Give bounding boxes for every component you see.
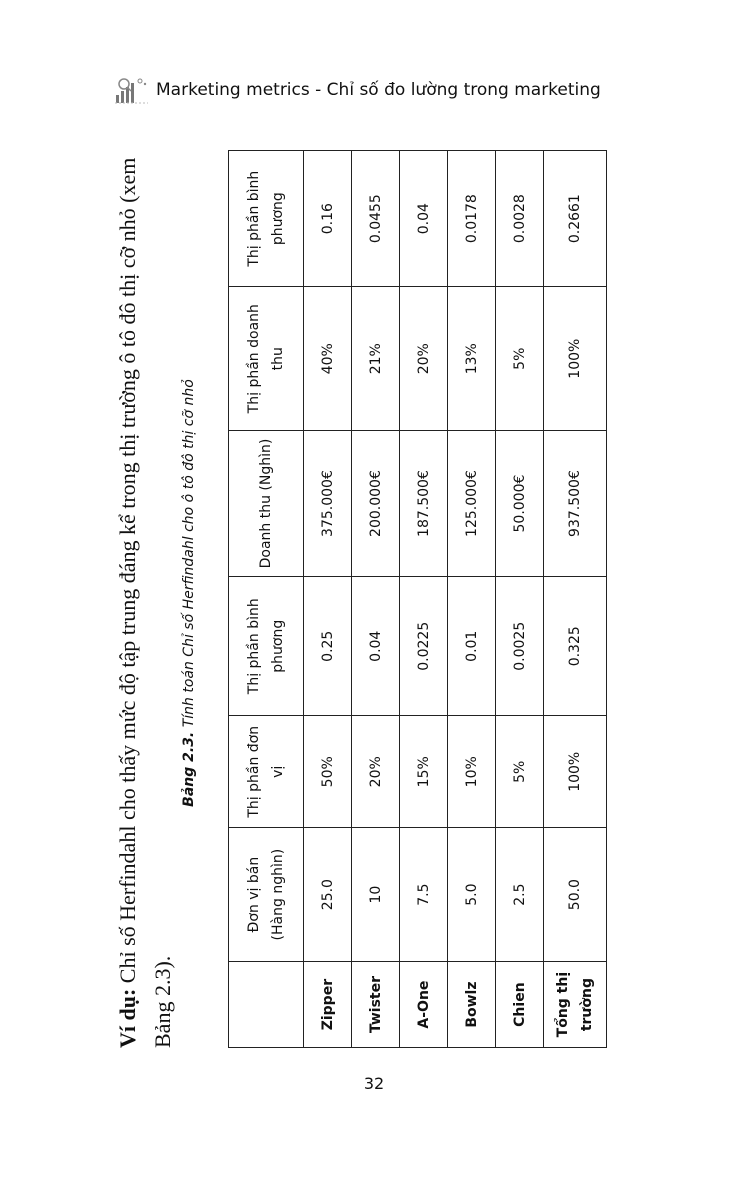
- table-cell: 40%: [304, 287, 352, 431]
- table-cell: 100%: [544, 716, 607, 828]
- header-cell: Thị phần đơn vị: [229, 716, 304, 828]
- table-cell: 0.0028: [496, 151, 544, 287]
- rotated-content: [110, 128, 650, 1048]
- table-total-row: [544, 151, 607, 1048]
- table-cell: 10%: [448, 716, 496, 828]
- table-cell: 0.16: [304, 151, 352, 287]
- page-number: 32: [363, 1074, 385, 1093]
- table-cell: 5.0: [448, 828, 496, 962]
- page-header: [114, 70, 601, 110]
- table-cell: 2.5: [496, 828, 544, 962]
- header-cell: Thị phần bình phương: [229, 151, 304, 287]
- herfindahl-table: [228, 150, 607, 1048]
- table-cell: 10: [352, 828, 400, 962]
- table-cell: 0.325: [544, 577, 607, 716]
- table-cell: 0.04: [352, 577, 400, 716]
- table-cell: 375.000€: [304, 431, 352, 577]
- table-cell: 0.04: [400, 151, 448, 287]
- table-cell: 20%: [400, 287, 448, 431]
- table-cell: 937.500€: [544, 431, 607, 577]
- header-cell: Thị phần bình phương: [229, 577, 304, 716]
- table-cell: 5%: [496, 287, 544, 431]
- table-cell: 50.0: [544, 828, 607, 962]
- row-label: Bowlz: [448, 962, 496, 1048]
- table-row: [448, 151, 496, 1048]
- table-cell: 0.0025: [496, 577, 544, 716]
- table-cell: 100%: [544, 287, 607, 431]
- header-cell: Thị phần doanh thu: [229, 287, 304, 431]
- example-label: Ví dụ:: [115, 988, 140, 1048]
- table-row: [400, 151, 448, 1048]
- row-label: Chien: [496, 962, 544, 1048]
- header-cell: Đơn vị bán (Hàng nghìn): [229, 828, 304, 962]
- row-label: Twister: [352, 962, 400, 1048]
- caption-label: Bảng 2.3.: [181, 731, 197, 807]
- row-label: Tổng thị trường: [544, 962, 607, 1048]
- table-row: [304, 151, 352, 1048]
- example-paragraph: [110, 138, 180, 1048]
- example-text: Chỉ số Herfindahl cho thấy mức độ tập trung đáng kể trong thị trường ô tô đô thị cỡ nhỏ (xem Bảng 2.3).: [115, 157, 175, 1048]
- table-cell: 50%: [304, 716, 352, 828]
- table-cell: 0.01: [448, 577, 496, 716]
- caption-text: Tính toán Chỉ số Herfindahl cho ô tô đô thị cỡ nhỏ: [181, 379, 197, 732]
- bar-chart-magnifier-icon: [114, 75, 150, 105]
- table-cell: 13%: [448, 287, 496, 431]
- row-label: Zipper: [304, 962, 352, 1048]
- table-cell: 0.0225: [400, 577, 448, 716]
- table-cell: 0.25: [304, 577, 352, 716]
- header-title: Marketing metrics - Chỉ số đo lường trong marketing: [156, 80, 601, 100]
- table-cell: 125.000€: [448, 431, 496, 577]
- table-cell: 187.500€: [400, 431, 448, 577]
- header-cell: [229, 962, 304, 1048]
- table-cell: 7.5: [400, 828, 448, 962]
- table-header-row: [229, 151, 304, 1048]
- table-cell: 25.0: [304, 828, 352, 962]
- table-cell: 21%: [352, 287, 400, 431]
- table-cell: 20%: [352, 716, 400, 828]
- table-caption: [180, 138, 198, 1048]
- table-cell: 0.2661: [544, 151, 607, 287]
- table-row: [496, 151, 544, 1048]
- table-row: [352, 151, 400, 1048]
- header-cell: Doanh thu (Nghìn): [229, 431, 304, 577]
- table-cell: 50.000€: [496, 431, 544, 577]
- row-label: A-One: [400, 962, 448, 1048]
- table-cell: 15%: [400, 716, 448, 828]
- table-cell: 200.000€: [352, 431, 400, 577]
- table-cell: 0.0178: [448, 151, 496, 287]
- table-cell: 0.0455: [352, 151, 400, 287]
- table-cell: 5%: [496, 716, 544, 828]
